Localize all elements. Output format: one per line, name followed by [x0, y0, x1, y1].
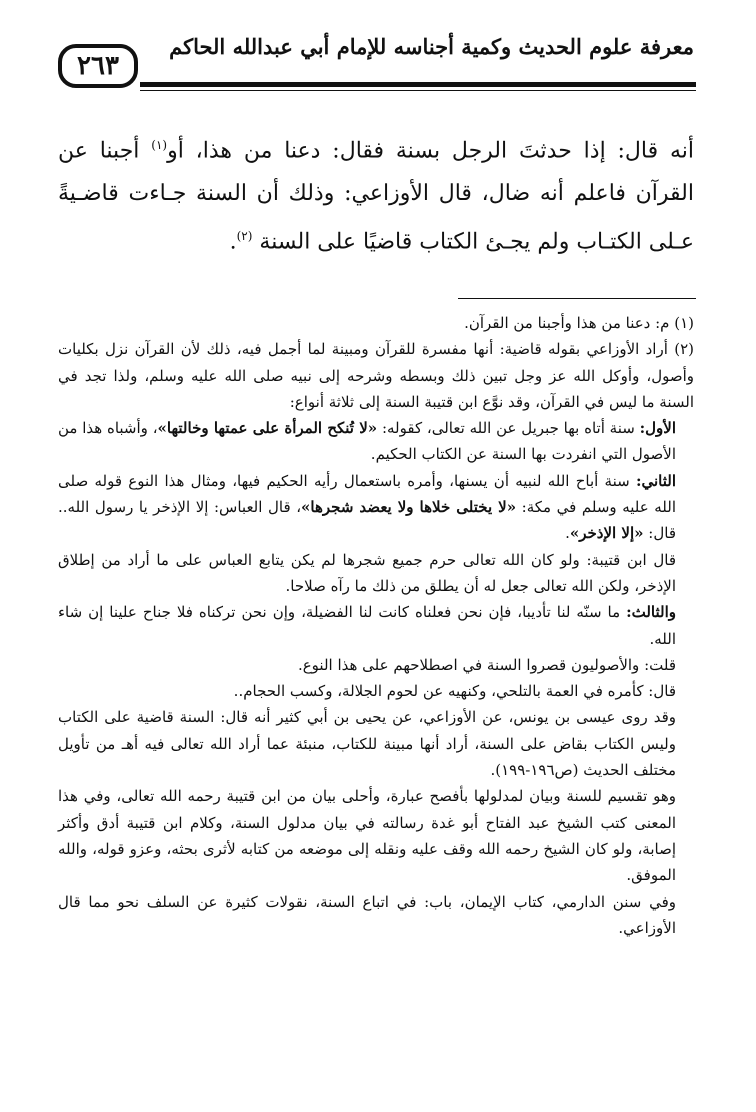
first-type-text-a: سنة أتاه بها جبريل عن الله تعالى، كقوله:	[377, 419, 640, 438]
footnote-2-ibn-qutayba: قال ابن قتيبة: ولو كان الله تعالى حرم جميع شجرها لم يكن يتابع العباس على ما أراد من إطلاق الإذخر، ولكن الله تعالى جعل له أن يطلق من ذلك ما رآه صلاحا.	[58, 550, 676, 595]
header-rule-thin	[140, 90, 696, 91]
second-type-label: الثاني:	[635, 471, 676, 490]
second-type-hadith-quote-2: «إلا الإذخر»	[569, 524, 644, 543]
footnote-2-intro: (٢) أراد الأوزاعي بقوله قاضية: أنها مفسرة للقرآن ومبينة لما أجمل فيه، ذلك لأن القرآن نزل بكليات وأصول، وأوكل الله عز وجل تبين ذلك وبسطه وشرحه إلى نبيه صلى الله عليه وسلم، ولذا تجد في السنة ما ليس في القرآن، وقد نوَّع ابن قتيبة السنة إلى ثلاثة أنواع:	[58, 340, 694, 411]
page-number: ٢٦٣	[58, 44, 138, 88]
footnote-2-qultu: قلت: والأصوليون قصروا السنة في اصطلاحهم على هذا النوع.	[297, 655, 676, 674]
footnote-2-second-type	[58, 468, 694, 547]
second-type-hadith-quote: «لا يختلى خلاها ولا يعضد شجرها»	[301, 498, 517, 517]
first-type-text-b: ، وأشباه هذا من الأصول التي انفردت بها السنة عن الكتاب الحكيم.	[58, 419, 676, 464]
footnote-ref-1: (١)	[151, 138, 168, 152]
third-type-text: ما سنّه لنا تأديبا، فإن نحن فعلناه كانت لنا الفضيلة، وإن نحن تركناه فلا جناح علينا إن شاء الله.	[58, 603, 676, 648]
footnotes-block	[58, 310, 694, 941]
footnote-ref-2: (٢)	[236, 229, 253, 244]
second-type-text-c: .	[565, 524, 570, 543]
first-type-label: الأول:	[639, 419, 676, 438]
main-text-part-a: أنه قال: إذا حدثتَ الرجل بسنة فقال: دعنا من هذا، أو	[167, 138, 695, 164]
footnote-2-first-type	[58, 415, 694, 468]
footnote-2-taqsim: وهو تقسيم للسنة وبيان لمدلولها بأفصح عبارة، وأحلى بيان من ابن قتيبة رحمه الله تعالى، وفي هذا المعنى كتب الشيخ عبد الفتاح أبو غدة رسالته في بيان مدلول السنة، وكلام ابن قتيبة أدق وأكثر إصابة، ولو كان الشيخ رحمه الله وقف عليه ونقله إلى موضعه من كتابه لأثرى بحثه، وعزو قوله، والله الموفق.	[58, 787, 676, 885]
third-type-label: والثالث:	[626, 603, 676, 622]
footnote-2-qala: قال: كأمره في العمة بالتلحي، وكنهيه عن لحوم الجلالة، وكسب الحجام..	[233, 682, 676, 701]
main-text-end: .	[229, 229, 237, 255]
main-paragraph	[58, 124, 694, 264]
first-type-hadith-quote: «لا تُنكح المرأة على عمتها وخالتها»	[157, 419, 378, 438]
footnote-2-third-type	[58, 599, 694, 652]
main-text-block	[58, 124, 694, 264]
footnote-1: (١) م: دعنا من هذا وأجبنا من القرآن.	[464, 314, 694, 332]
footnote-2-darimi: وفي سنن الدارمي، كتاب الإيمان، باب: في اتباع السنة، نقولات كثيرة عن السلف نحو مما قال الأوزاعي.	[58, 892, 676, 937]
header-rule-thick	[140, 82, 696, 87]
main-text-part-b: أجبنا عن القرآن فاعلم أنه ضال، قال الأوزاعي: وذلك أن السنة جـاءت قاضـيةً عـلى الكتـاب ولم يجـئ الكتاب قاضيًا على السنة	[58, 138, 694, 255]
footnote-2-rawa: وقد روى عيسى بن يونس، عن الأوزاعي، عن يحيى بن أبي كثير أنه قال: السنة قاضية على الكتاب وليس الكتاب بقاض على السنة، أراد أنها مبينة للكتاب، منبئة عما أراد الله تعالى فيه أهـ من تأويل مختلف الحديث (ص١٩٦-١٩٩).	[58, 708, 676, 780]
running-header-title: معرفة علوم الحديث وكمية أجناسه للإمام أبي عبدالله الحاكم	[169, 34, 694, 59]
second-type-text-b: ، قال العباس: إلا الإذخر يا رسول الله.. قال:	[58, 498, 676, 543]
footnote-separator	[458, 298, 696, 299]
second-type-text-a: سنة أباح الله لنبيه أن يسنها، وأمره باستعمال رأيه الحكيم فيها، ومثال هذا النوع قوله صلى الله عليه وسلم في مكة:	[58, 471, 676, 517]
